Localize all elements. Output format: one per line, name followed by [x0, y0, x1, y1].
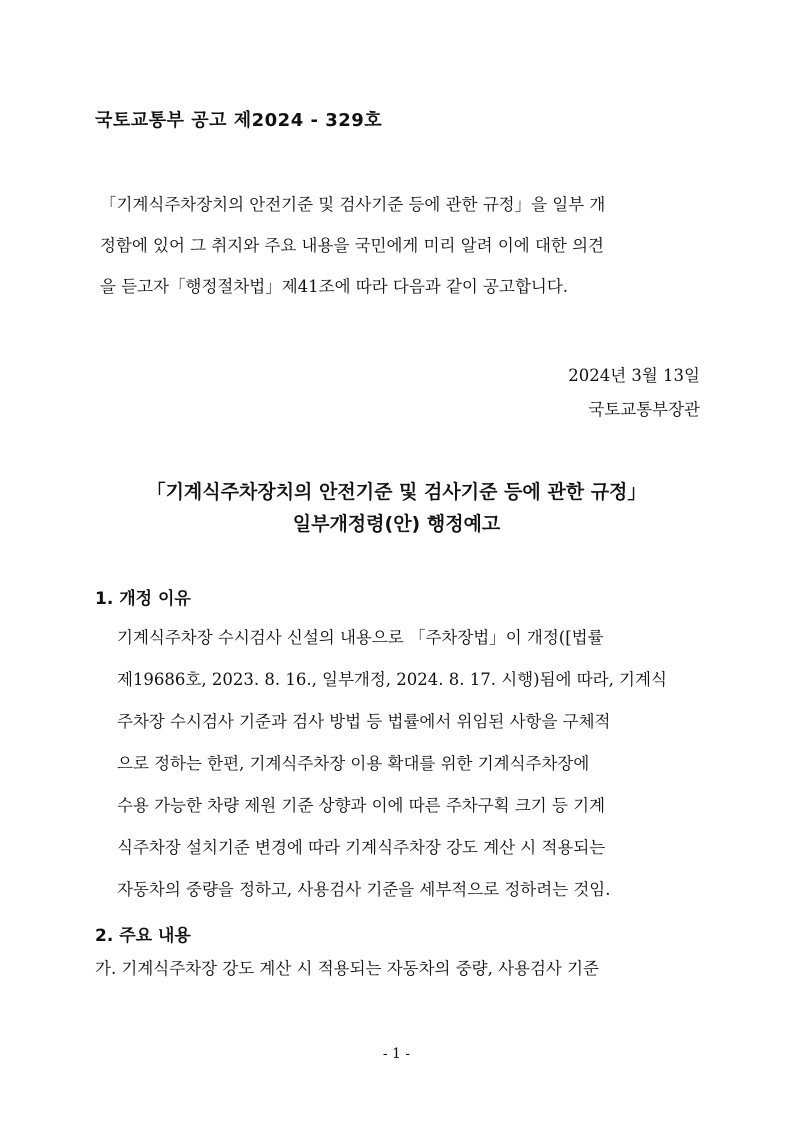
reason-line: 기계식주차장 수시검사 신설의 내용으로 「주차장법」이 개정([법률: [117, 628, 604, 647]
intro-paragraph: [100, 184, 700, 307]
intro-line: 「기계식주차장치의 안전기준 및 검사기준 등에 관한 규정」을 일부 개: [100, 195, 606, 214]
page-number: - 1 -: [382, 1046, 411, 1062]
content-item: 가. 기계식주차장 강도 계산 시 적용되는 자동차의 중량, 사용검사 기준: [95, 959, 599, 978]
reason-line: 으로 정하는 한편, 기계식주차장 이용 확대를 위한 기계식주차장에: [117, 754, 590, 773]
reason-paragraph: [117, 617, 702, 911]
reason-line: 주차장 수시검사 기준과 검사 방법 등 법률에서 위임된 사항을 구체적: [117, 712, 611, 731]
reason-line: 자동차의 중량을 정하고, 사용검사 기준을 세부적으로 정하려는 것임.: [117, 880, 611, 899]
notice-issuer: 국토교통부장관: [588, 400, 700, 419]
reason-line: 식주차장 설치기준 변경에 따라 기계식주차장 강도 계산 시 적용되는: [117, 838, 606, 857]
reason-line: 수용 가능한 차량 제원 기준 상향과 이에 따른 주차구획 크기 등 기계: [117, 796, 606, 815]
intro-line: 정함에 있어 그 취지와 주요 내용을 국민에게 미리 알려 이에 대한 의견: [100, 236, 604, 255]
notice-number: 국토교통부 공고 제2024 - 329호: [95, 110, 383, 131]
reason-line: 제19686호, 2023. 8. 16., 일부개정, 2024. 8. 17. 시행)됨에 따라, 기계식: [117, 670, 667, 689]
title-line: 「기계식주차장치의 안전기준 및 검사기준 등에 관한 규정」: [146, 481, 647, 503]
notice-date: 2024년 3월 13일: [568, 366, 700, 385]
section-heading-reason: 1. 개정 이유: [95, 589, 191, 609]
intro-line: 을 듣고자「행정절차법」제41조에 따라 다음과 같이 공고합니다.: [100, 277, 569, 296]
section-heading-main-content: 2. 주요 내용: [95, 926, 191, 946]
title-line: 일부개정령(안) 행정예고: [292, 513, 501, 535]
document-title: [0, 476, 793, 540]
